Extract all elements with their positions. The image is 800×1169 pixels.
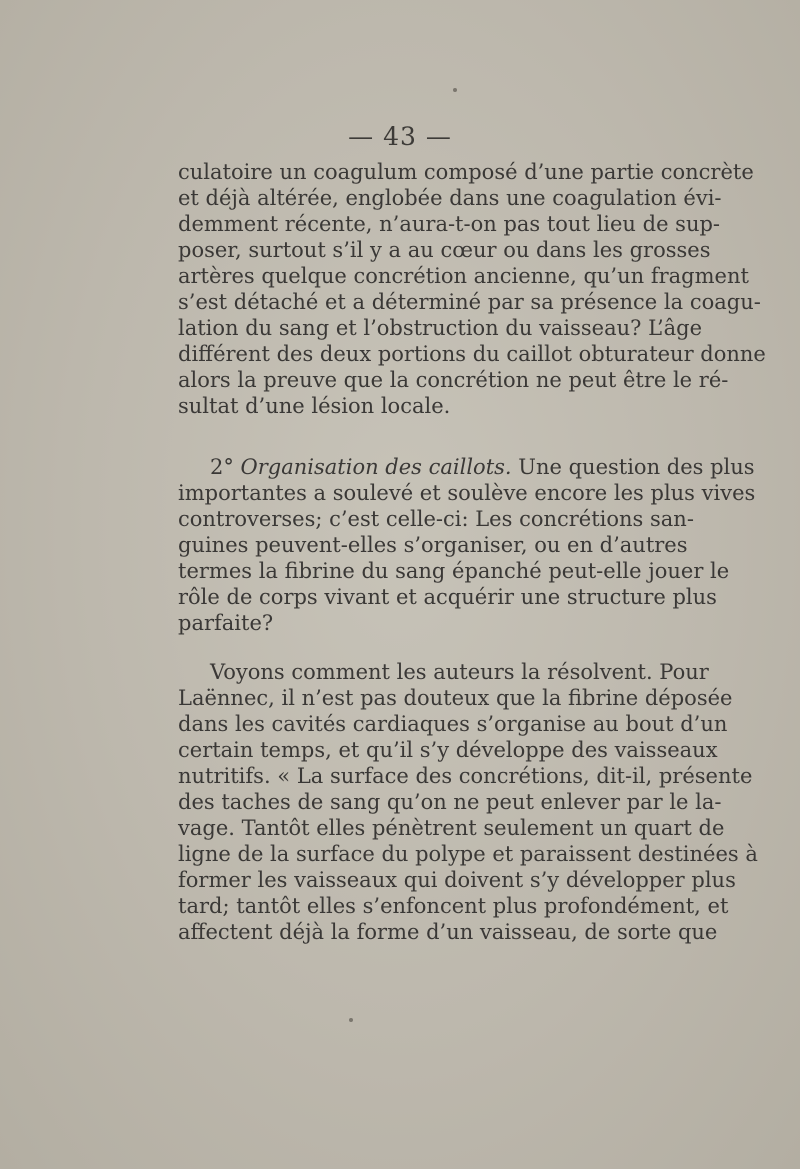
text-line: différent des deux portions du caillot obturateur donne [178,342,766,366]
paragraph-3 [178,659,758,945]
text-line: nutritifs. « La surface des concrétions, dit-il, présente [178,764,753,788]
text-line: demment récente, n’aura-t-on pas tout lieu de sup- [178,212,721,236]
text-line: sultat d’une lésion locale. [178,394,451,418]
text-line: affectent déjà la forme d’un vaisseau, de sorte que [178,920,718,944]
text-fragment: Une question des plus [511,455,755,479]
text-line: et déjà altérée, englobée dans une coagulation évi- [178,186,722,210]
text-line: lation du sang et l’obstruction du vaisseau? L’âge [178,316,703,340]
text-line: culatoire un coagulum composé d’une partie concrète [178,160,754,184]
text-line: parfaite? [178,611,274,635]
paper-speck [349,1018,353,1022]
text-line: guines peuvent-elles s’organiser, ou en d’autres [178,533,688,557]
text-line: des taches de sang qu’on ne peut enlever par le la- [178,790,722,814]
paragraph-1 [178,159,766,419]
text-line: former les vaisseaux qui doivent s’y développer plus [178,868,736,892]
text-line: Laënnec, il n’est pas douteux que la fibrine déposée [178,686,733,710]
text-line: certain temps, et qu’il s’y développe des vaisseaux [178,738,718,762]
text-line: rôle de corps vivant et acquérir une structure plus [178,585,717,609]
text-line: alors la preuve que la concrétion ne peut être le ré- [178,368,729,392]
text-line: dans les cavités cardiaques s’organise au bout d’un [178,712,728,736]
text-line: s’est détaché et a déterminé par sa présence la coagu- [178,290,761,314]
text-line: importantes a soulevé et soulève encore les plus vives [178,481,756,505]
text-line: artères quelque concrétion ancienne, qu’un fragment [178,264,749,288]
section-heading-line [178,454,755,480]
paragraph-2 [178,454,756,636]
section-title: Organisation des caillots. [240,455,512,479]
section-number: 2° [210,455,241,479]
text-line: poser, surtout s’il y a au cœur ou dans les grosses [178,238,711,262]
page-number: — 43 — [348,122,452,151]
text-line: vage. Tantôt elles pénètrent seulement un quart de [178,816,725,840]
text-line: Voyons comment les auteurs la résolvent. Pour [210,660,709,684]
text-line: controverses; c’est celle-ci: Les concrétions san- [178,507,694,531]
text-line: termes la fibrine du sang épanché peut-elle jouer le [178,559,730,583]
text-line: tard; tantôt elles s’enfoncent plus profondément, et [178,894,729,918]
text-line: ligne de la surface du polype et paraissent destinées à [178,842,758,866]
paper-speck [453,88,457,92]
